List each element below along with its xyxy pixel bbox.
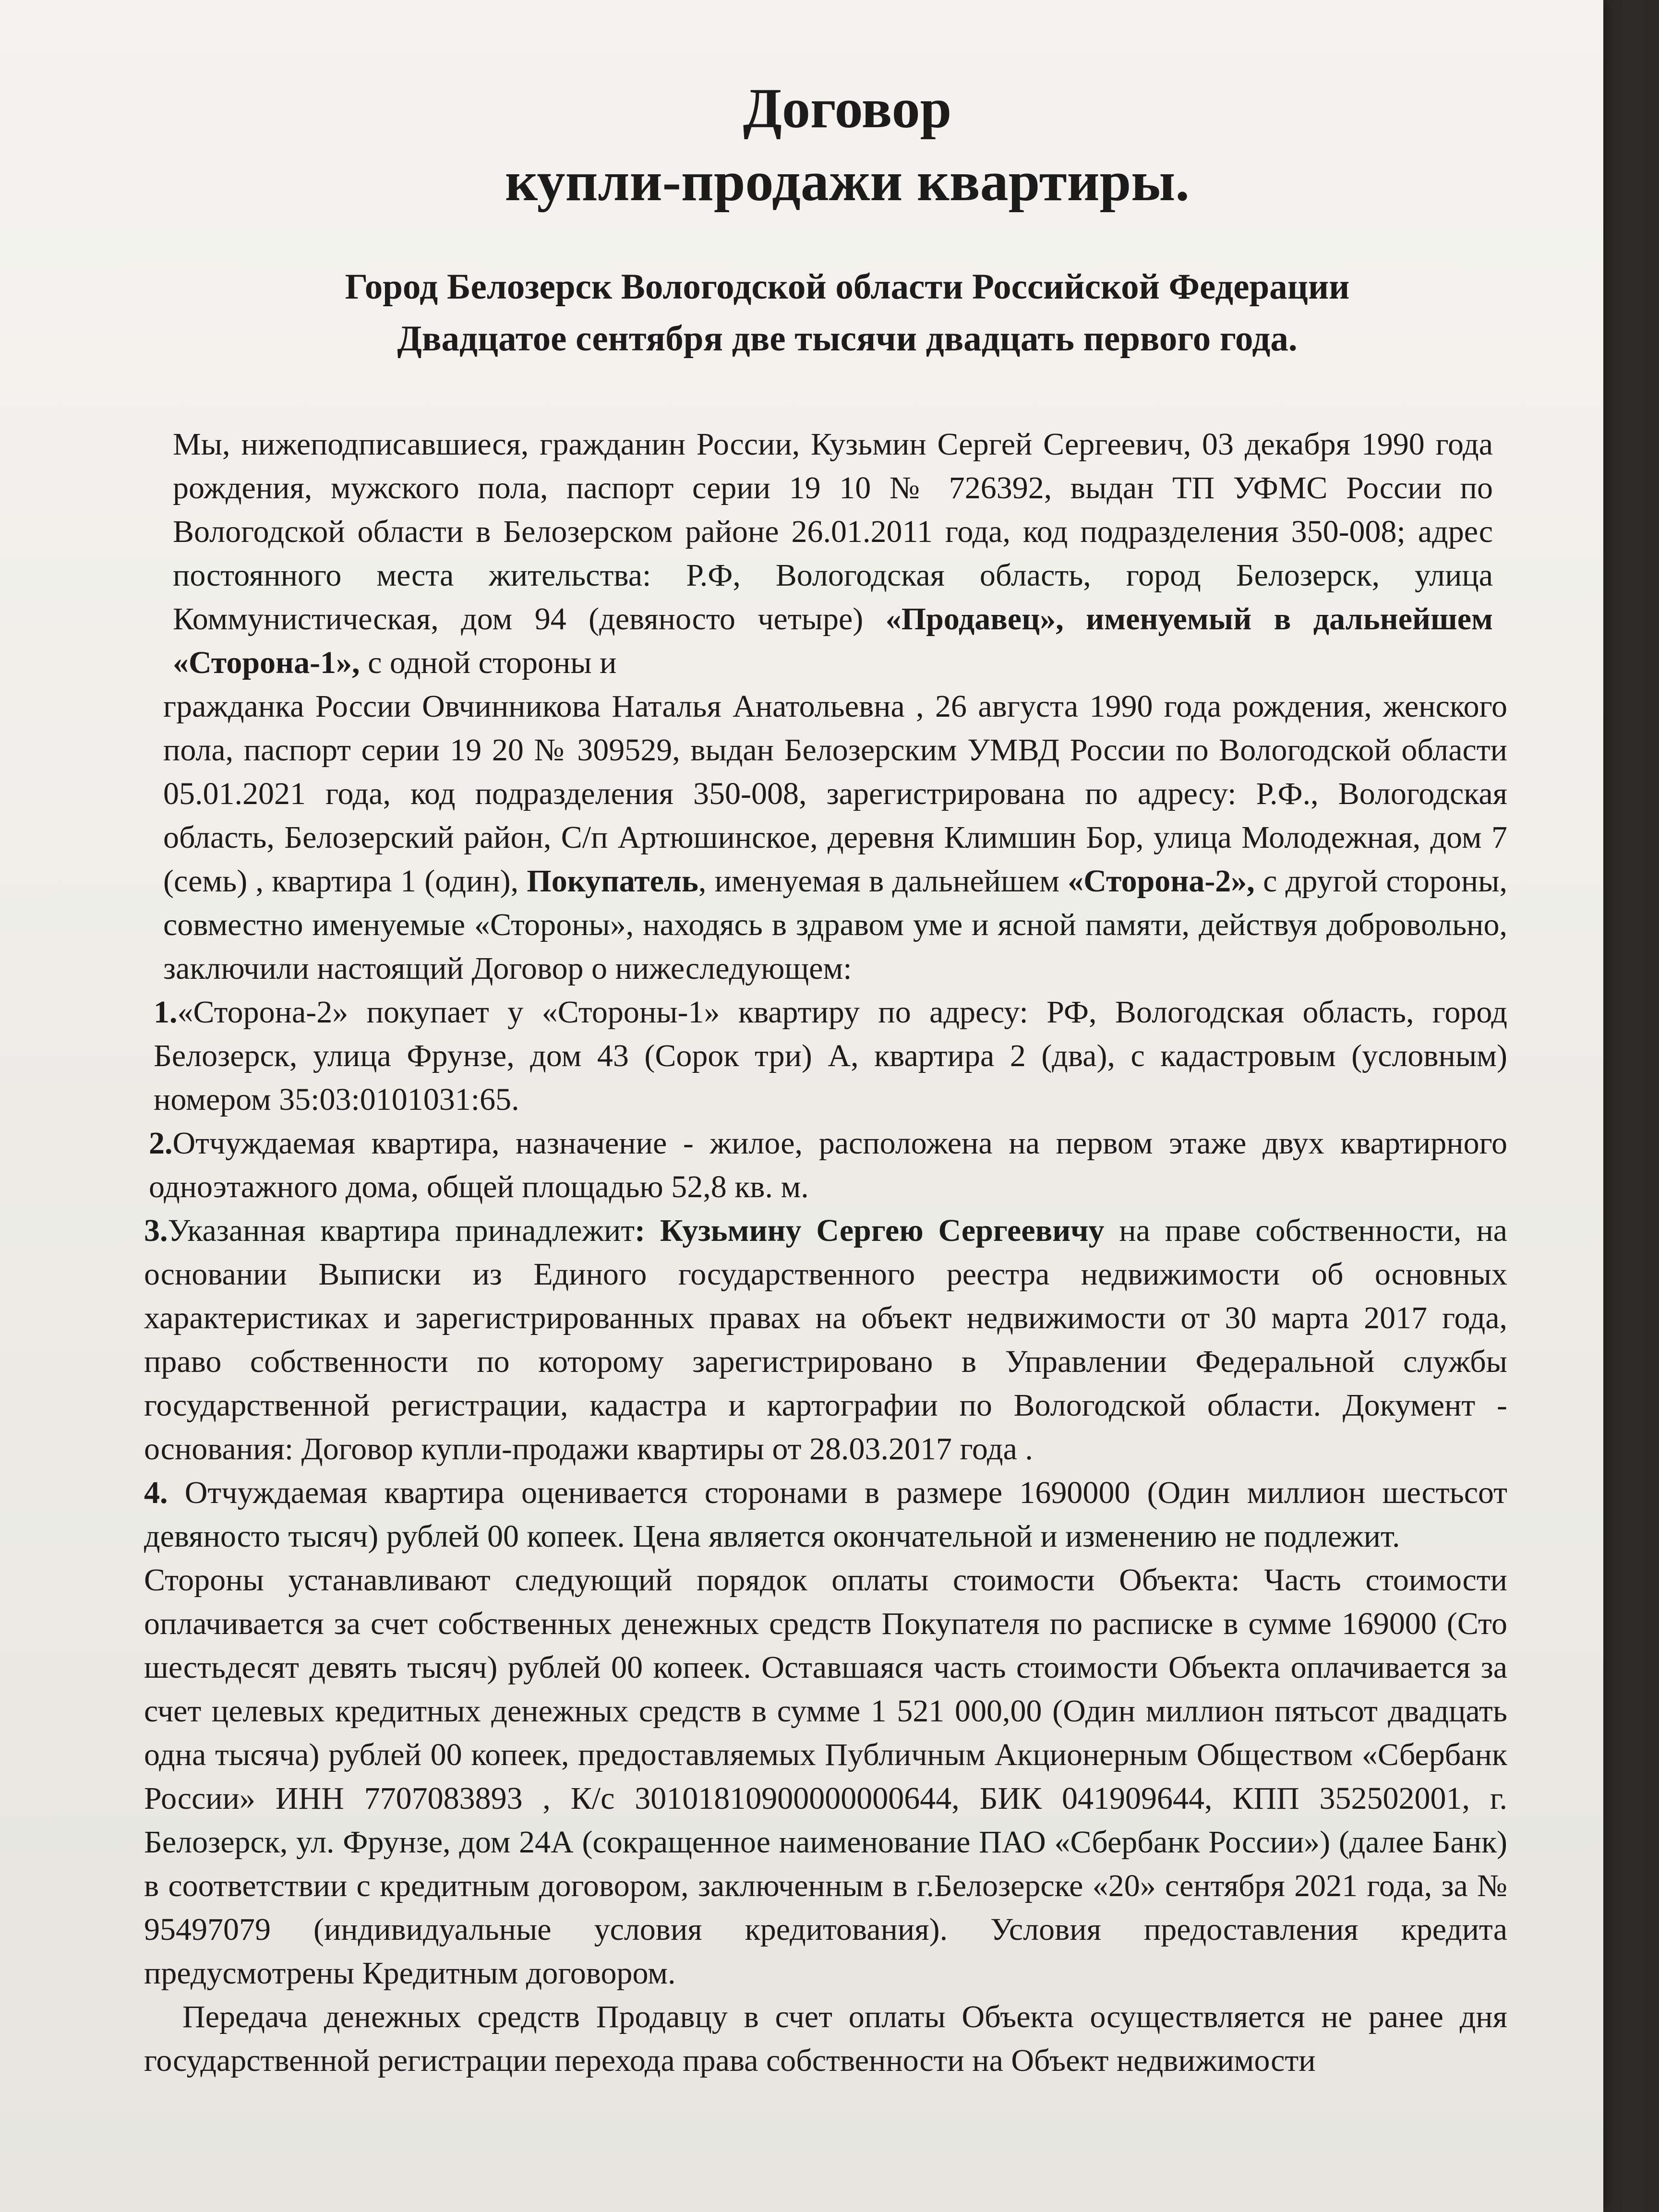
transfer-paragraph: Передача денежных средств Продавцу в счет оплаты Объекта осуществляется не ранее дня государственной регистрации перехода права собственности на Объект недвижимости bbox=[144, 1999, 1507, 2078]
seller-paragraph bbox=[144, 422, 1507, 685]
clause-4-text: Отчуждаемая квартира оценивается сторонами в размере 1690000 (Один миллион шестьсот девяносто тысяч) рублей 00 копеек. Цена является окончательной и изменению не подлежит. bbox=[144, 1475, 1507, 1554]
seller-role: «Продавец», именуемый в дальнейшем «Сторона-1», bbox=[173, 601, 1493, 680]
document-date: Двадцатое сентября две тысячи двадцать первого года. bbox=[397, 319, 1298, 359]
buyer-details: гражданка России Овчинникова Наталья Анатольевна , 26 августа 1990 года рождения, женского пола, паспорт серии 19 20 № 309529, выдан Белозерским УМВД России по Вологодской области 05.01.2021 года, код подразделения 350-008, зарегистрирована по адресу: Р.Ф., Вологодская область, Белозерский район, С/п Артюшинское, деревня Климшин Бор, улица Молодежная, дом 7 (семь) , квартира 1 (один), bbox=[163, 689, 1507, 899]
buyer-role: Покупатель bbox=[527, 864, 698, 899]
clause-3-number: 3. bbox=[144, 1213, 168, 1248]
document-title-line2: купли-продажи квартиры. bbox=[505, 150, 1190, 213]
clause-3 bbox=[144, 1209, 1507, 1471]
clause-1-number: 1. bbox=[154, 995, 178, 1030]
clause-3-owner: : Кузьмину Сергею Сергеевичу bbox=[635, 1213, 1105, 1248]
buyer-paragraph bbox=[144, 685, 1507, 990]
buyer-mid: , именуемая в дальнейшем bbox=[698, 864, 1068, 899]
place-date-block bbox=[144, 261, 1507, 365]
clause-3-lead: Указанная квартира принадлежит bbox=[168, 1213, 635, 1248]
clause-1-text: «Сторона-2» покупает у «Стороны-1» квартиру по адресу: РФ, Вологодская область, город Белозерск, улица Фрунзе, дом 43 (Сорок три) А, квартира 2 (два), с кадастровым (условным) номером 35:03:0101031:65. bbox=[154, 995, 1507, 1117]
clause-1 bbox=[144, 990, 1507, 1121]
clause-4 bbox=[144, 1471, 1507, 1558]
clause-4-number: 4. bbox=[144, 1475, 168, 1510]
buyer-party: «Сторона-2», bbox=[1068, 864, 1255, 899]
clause-2-text: Отчуждаемая квартира, назначение - жилое, расположена на первом этаже двух квартирного одноэтажного дома, общей площадью 52,8 кв. м. bbox=[149, 1126, 1507, 1204]
document-place: Город Белозерск Вологодской области Российской Федерации bbox=[345, 267, 1350, 307]
clause-2 bbox=[144, 1121, 1507, 1209]
document-title-line1: Договор bbox=[743, 77, 952, 140]
document-header bbox=[144, 72, 1507, 365]
clause-3-text: на праве собственности, на основании Выписки из Единого государственного реестра недвижимости об основных характеристиках и зарегистрированных правах на объект недвижимости от 30 марта 2017 года, право собственности по которому зарегистрировано в Управлении Федеральной службы государственной регистрации, кадастра и картографии по Вологодской области. Документ - основания: Договор купли-продажи квартиры от 28.03.2017 года . bbox=[144, 1213, 1507, 1467]
payment-paragraph: Стороны устанавливают следующий порядок оплаты стоимости Объекта: Часть стоимости оплачивается за счет собственных денежных средств Покупателя по расписке в сумме 169000 (Сто шестьдесят девять тысяч) рублей 00 копеек. Оставшаяся часть стоимости Объекта оплачивается за счет целевых кредитных денежных средств в сумме 1 521 000,00 (Один миллион пятьсот двадцать одна тысяча) рублей 00 копеек, предоставляемых Публичным Акционерным Обществом «Сбербанк России» ИНН 7707083893 , К/с 30101810900000000644, БИК 041909644, КПП 352502001, г. Белозерск, ул. Фрунзе, дом 24А (сокращенное наименование ПАО «Сбербанк России») (далее Банк) в соответствии с кредитным договором, заключенным в г.Белозерске «20» сентября 2021 года, за № 95497079 (индивидуальные условия кредитования). Условия предоставления кредита предусмотрены Кредитным договором. bbox=[144, 1563, 1507, 1991]
clause-2-number: 2. bbox=[149, 1126, 173, 1161]
buyer-tail: с другой стороны, совместно именуемые «Стороны», находясь в здравом уме и ясной памяти, действуя добровольно, заключили настоящий Договор о нижеследующем: bbox=[163, 864, 1508, 986]
contract-body bbox=[144, 422, 1507, 2082]
seller-tail: с одной стороны и bbox=[360, 645, 617, 680]
seller-details: Мы, нижеподписавшиеся, гражданин России, Кузьмин Сергей Сергеевич, 03 декабря 1990 года рождения, мужского пола, паспорт серии 19 10 № 726392, выдан ТП УФМС России по Вологодской области в Белозерском районе 26.01.2011 года, код подразделения 350-008; адрес постоянного места жительства: Р.Ф, Вологодская область, город Белозерск, улица Коммунистическая, дом 94 (девяносто четыре) bbox=[173, 427, 1493, 637]
